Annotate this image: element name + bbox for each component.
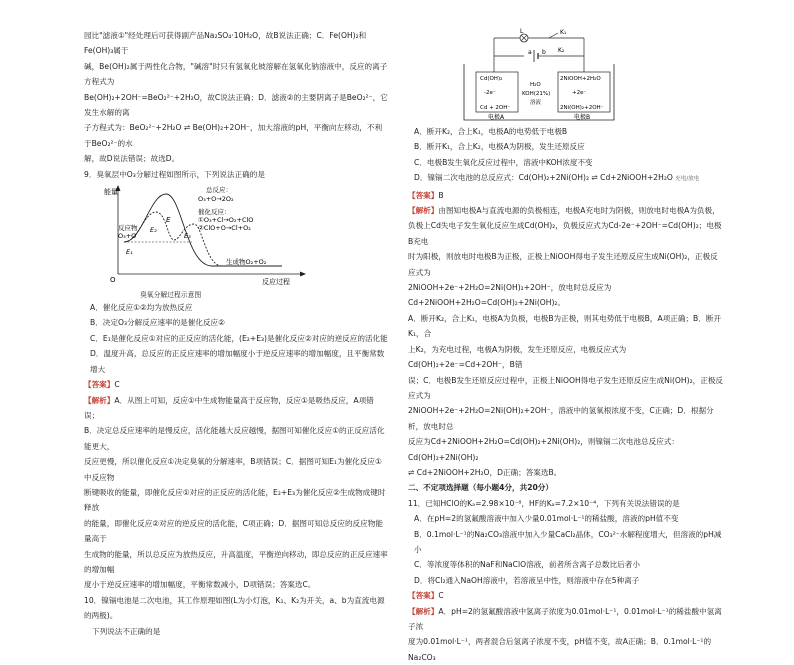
question-10: 10．镍镉电池是二次电池，其工作原理如图(L为小灯泡，K₁、K₂为开关，a、b为直流电源的两极)。 [84, 595, 385, 621]
reactant-label: 反应物 [118, 224, 138, 233]
left-box-mid: -2e⁻ [484, 90, 496, 96]
option-a: A．催化反应①②均为放热反应 [90, 303, 193, 313]
catalyzed-eq-2: ②ClO+O→Cl+O₂ [198, 224, 251, 233]
right-column [408, 28, 724, 665]
analysis-line: 负极上Cd失电子发生氧化反应生成Cd(OH)₂，负极反应式为Cd-2e⁻+2OH⁻=Cd(OH)₂；电极B充电 [408, 221, 722, 246]
catalyzed-eq-1: ①O₃+Cl→O₂+ClO [198, 216, 254, 225]
diagram-caption: 臭氧分解过程示意图 [140, 291, 202, 300]
e1-label: E₁ [126, 248, 133, 257]
analysis-line: 误；C．电极B发生还原反应过程中，正极上NiOOH得电子发生还原反应生成Ni(OH)₂，正极反应式为 [408, 375, 724, 400]
electrode-a-label: 电极A [488, 114, 505, 121]
option-a: A．断开K₂，合上K₁，电极A的电势低于电极B [414, 127, 568, 136]
option-d: D．将Cl₂通入NaOH溶液中，若溶液呈中性，则溶液中存在5种离子 [414, 575, 640, 585]
question-9: 9．臭氧层中O₃分解过程如图所示，下列说法正确的是 [84, 169, 265, 179]
left-column [84, 28, 388, 639]
right-box-top: 2NiOOH+2H₂O [560, 76, 601, 82]
answer-tag: 【答案】 [408, 190, 439, 200]
analysis-line: 2NiOOH+2e⁻+2H₂O=2Ni(OH)₂+2OH⁻，溶液中的氢氧根浓度不变，C正确；D．根据分析，放电时总 [408, 406, 714, 431]
x-axis-arrow [300, 272, 306, 277]
y-axis-label: 能量 [104, 188, 118, 197]
analysis-line: 度为0.01mol·L⁻¹，两者混合后氢离子浓度不变，pH值不变，故A正确；B．0.1mol·L⁻¹的Na₂CO₃ [408, 637, 712, 662]
analysis-line: 【解析】A．从图上可知，反应①中生成物能量高于反应物，反应①是吸热反应，A项错误； [84, 395, 374, 420]
analysis-line: 反应更慢，所以催化反应①决定臭氧的分解速率，B项错误；C．据图可知E₁为催化反应①中反应物 [84, 457, 382, 482]
total-reaction-eq: O₃+O→2O₂ [198, 195, 234, 204]
electrode-b-label: 电极B [574, 114, 591, 121]
answer-10 [408, 188, 724, 203]
analysis-line: A．断开K₂，合上K₁，电极A为负极，电极B为正极，则其电势低于电极B，A项正确；B．断开K₁，合 [408, 313, 722, 339]
reaction-condition: 充电/放电 [675, 176, 700, 183]
option-c: C．E₁是催化反应①对应的正反应的活化能，(E₂+E₃)是催化反应②对应的逆反应的活化能 [90, 333, 388, 343]
analysis-tag: 【解析】 [84, 395, 115, 405]
analysis-line: 断键吸收的能量，即催化反应①对应的正反应的活化能，E₂+E₃为催化反应②生成物成键时释放 [84, 487, 386, 513]
ozone-energy-diagram [102, 182, 322, 290]
answer-value: C [438, 591, 444, 601]
question-10-sub: 下列说法不正确的是 [92, 626, 161, 636]
origin-label: O [110, 276, 116, 285]
answer-value: B [438, 190, 444, 200]
e2-label: E₂ [150, 226, 157, 235]
option-d: D．温度升高，总反应的正反应速率的增加幅度小于逆反应速率的增加幅度，且平衡常数增大 [90, 349, 385, 374]
answer-9 [84, 377, 388, 392]
lamp-label: L [520, 28, 524, 35]
e3-label: E₃ [184, 232, 191, 241]
analysis-line: 2NiOOH+2e⁻+2H₂O=2Ni(OH)₂+2OH⁻，放电时总反应为Cd+2NiOOH+2H₂O=Cd(OH)₂+2Ni(OH)₂。 [408, 283, 612, 308]
answer-tag: 【答案】 [84, 380, 115, 390]
analysis-line: 【解析】由图知电极A与直流电源的负极相连，电极A充电时为阴极，则放电时电极A为负极， [408, 206, 720, 216]
analysis-line: 生成物的能量，所以总反应为放热反应，升高温度，平衡逆向移动，即总反应的正反应速率的增加幅 [84, 549, 388, 574]
text-line: 解，故D说法错误；故选D。 [84, 154, 180, 164]
battery-diagram [454, 28, 624, 124]
answer-value: C [114, 380, 120, 390]
analysis-line: 度小于逆反应速率的增加幅度，平衡常数减小，D项错误；答案选C。 [84, 580, 316, 590]
analysis-tag: 【解析】 [408, 606, 439, 616]
analysis-line: 的能量，即催化反应②对应的逆反应的活化能，C项正确；D．据图可知总反应的反应物能量高于 [84, 518, 383, 544]
reactant-eq: O₃+O [118, 232, 137, 241]
option-b: B．决定O₃分解反应速率的是催化反应② [90, 318, 225, 328]
answer-tag: 【答案】 [408, 591, 439, 601]
analysis-line: 上K₂，为充电过程，电极A为阴极，发生还原反应，电极反应式为Cd(OH)₂+2e⁻=Cd+2OH⁻，B错 [408, 344, 627, 370]
option-b: B．断开K₁，合上K₂，电极A为阴极，发生还原反应 [414, 142, 585, 152]
product-label: 生成物O₂+O₂ [226, 258, 267, 267]
analysis-line: 【解析】A．pH=2的氢氟酸溶液中氢离子浓度为0.01mol·L⁻¹，0.01mol·L⁻¹的稀盐酸中氢离子浓 [408, 606, 722, 631]
k2-label: K₂ [558, 47, 565, 54]
a-label: a [528, 49, 532, 56]
answer-11 [408, 588, 724, 603]
analysis-tag: 【解析】 [408, 206, 439, 216]
total-reaction-label: 总反应： [206, 186, 232, 195]
question-11: 11．已知HClO的Kₐ=2.98×10⁻⁸，HF的Kₐ=7.2×10⁻⁴，下列有关说法错误的是 [408, 498, 680, 508]
e-label: E [166, 216, 171, 225]
analysis-line: B．决定总反应速率的是慢反应，活化能越大反应越慢，据图可知催化反应①的正反应活化能更大， [84, 426, 385, 451]
text-line: 碱，Be(OH)₂属于两性化合物，"碱溶"时只有氢氧化铍溶解在氢氧化钠溶液中，反应的离子方程式为 [84, 61, 388, 87]
section-heading: 二、不定项选择题（每小题4分，共20分） [408, 483, 553, 493]
left-box-top: Cd(OH)₂ [480, 76, 503, 82]
analysis-line: 反应为Cd+2NiOOH+2H₂O=Cd(OH)₂+2Ni(OH)₂，则镍镉二次电池总反应式：Cd(OH)₂+2Ni(OH)₂ [408, 437, 679, 462]
switch-k1 [549, 33, 558, 38]
middle-text-1: H₂O [530, 82, 541, 88]
left-box-bot: Cd + 2OH⁻ [480, 105, 511, 111]
analysis-line: 时为阳极，则放电时电极B为正极，正极上NiOOH得电子发生还原反应生成Ni(OH)₂，正极反应式为 [408, 252, 718, 277]
option-b: B．0.1mol·L⁻¹的Na₂CO₃溶液中加入少量CaCl₂晶体，CO₃²⁻水解程度增大，但溶液的pH减小 [414, 529, 722, 554]
k1-label: K₁ [560, 29, 567, 36]
option-c: C．等浓度等体积的NaF和NaClO溶液，前者所含离子总数比后者小 [414, 560, 640, 570]
right-box-bot: 2Ni(OH)₂+2OH⁻ [560, 105, 604, 111]
b-label: b [542, 49, 546, 56]
right-box-mid: +2e⁻ [572, 90, 587, 96]
option-c: C．电极B发生氧化反应过程中，溶液中KOH浓度不变 [414, 157, 593, 167]
analysis-line: ⇌ Cd+2NiOOH+2H₂O，D正确；答案选B。 [408, 467, 562, 477]
text-line: Be(OH)₂+2OH⁻=BeO₂²⁻+2H₂O，故C说法正确；D．滤液②的主要阴离子是BeO₂²⁻，它发生水解的离 [84, 92, 388, 118]
middle-text-3: 溶液 [530, 100, 542, 106]
x-axis-label: 反应过程 [262, 278, 290, 287]
catalyzed-reaction-label: 催化反应： [198, 208, 231, 217]
middle-text-2: KOH(21%) [522, 91, 551, 97]
option-d: D．镍镉二次电池的总反应式：Cd(OH)₂+2Ni(OH)₂ ⇌ Cd+2NiOOH+2H₂O 充电/放电 [414, 173, 700, 183]
text-line: 园比"滤液①"经处理后可获得副产品Na₂SO₄·10H₂O，故B说法正确；C．Fe(OH)₂和Fe(OH)₃属于 [84, 31, 367, 56]
option-a: A．在pH=2的氢氟酸溶液中加入少量0.01mol·L⁻¹的稀盐酸，溶液的pH值不变 [414, 514, 679, 524]
text-line: 子方程式为：BeO₂²⁻+2H₂O ⇌ Be(OH)₂+2OH⁻，加大溶液的pH，平衡向左移动，不利于BeO₂²⁻的水 [84, 123, 383, 148]
